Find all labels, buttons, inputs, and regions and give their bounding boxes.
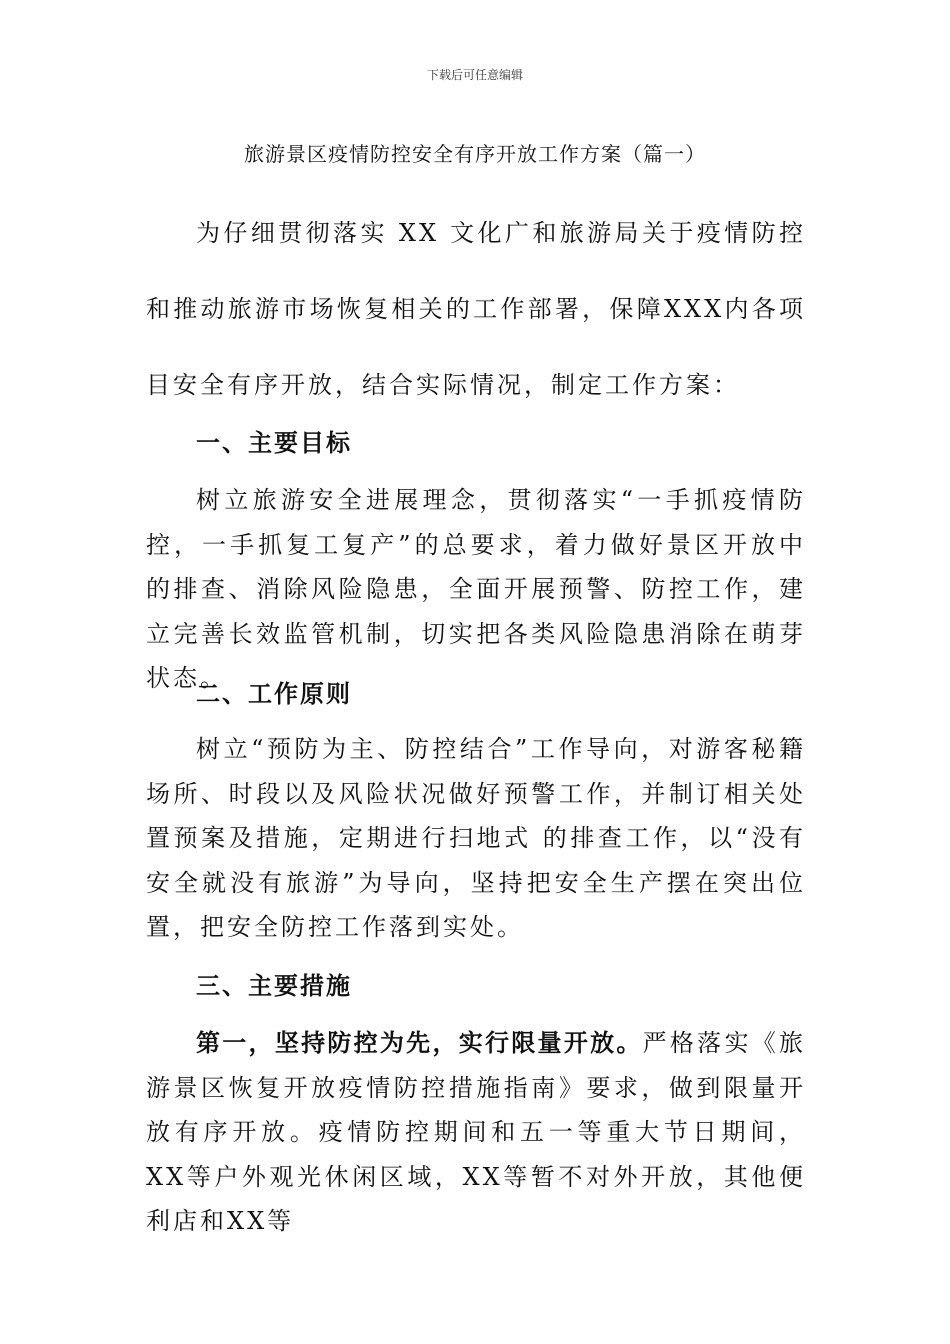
section-paragraph-principles: 树立“预防为主、防控结合”工作导向，对游客秘籍场所、时段以及风险状况做好预警工作，并制订相关处置预案及措施，定期进行扫地式 的排查工作，以“没有安全就没有旅游”为导向，坚持把安全生产摆在突出位置，把安全防控工作落到实处。 — [146, 735, 806, 941]
section-heading-measures: 三、主要措施 — [196, 972, 352, 1000]
section-heading-principles: 二、工作原则 — [196, 680, 352, 708]
document-title: 旅游景区疫情防控安全有序开放工作方案（篇一） — [244, 142, 706, 166]
section-heading-goals: 一、主要目标 — [196, 429, 352, 457]
section-paragraph-goals: 树立旅游安全进展理念，贯彻落实“一手抓疫情防控，一手抓复工复产”的总要求，着力做好景区开放中的排查、消除风险隐患，全面开展预警、防控工作，建立完善长效监管机制，切实把各类风险隐患消除在萌芽状态。 — [146, 486, 806, 692]
header-note: 下载后可任意编辑 — [426, 68, 523, 82]
intro-paragraph: 为仔细贯彻落实 XX 文化广和旅游局关于疫情防控和推动旅游市场恢复相关的工作部署，保障XXX内各项目安全有序开放，结合实际情况，制定工作方案： — [146, 219, 806, 399]
measure-body-text: 严格落实《旅游景区恢复开放疫情防控措施指南》要求，做到限量开放有序开放。疫情防控期间和五一等重大节日期间，XX等户外观光休闲区域，XX等暂不对外开放，其他便利店和XX等 — [146, 1029, 807, 1235]
measure-lead-text: 第一，坚持防控为先，实行限量开放。 — [196, 1029, 643, 1057]
section-paragraph-measures — [146, 1021, 806, 1244]
